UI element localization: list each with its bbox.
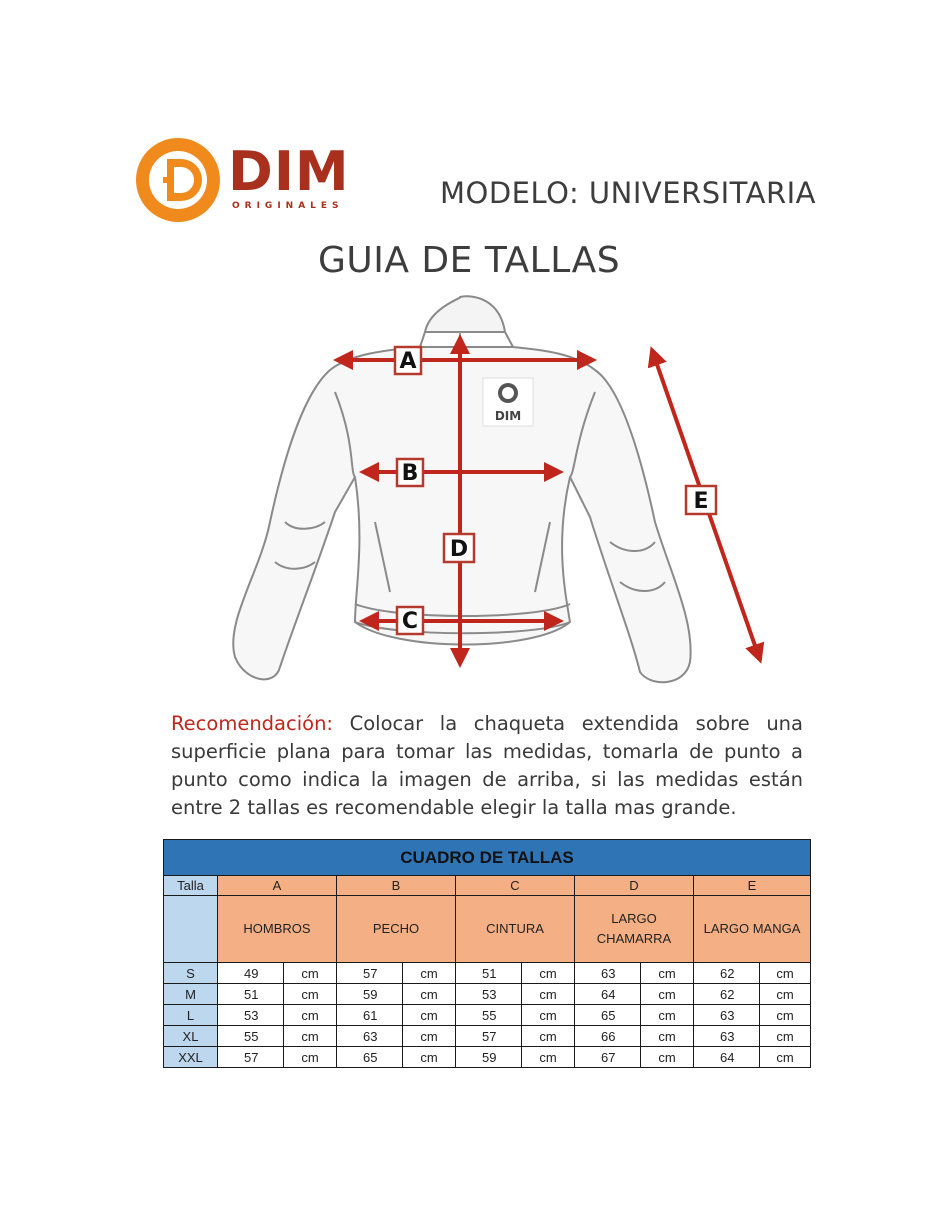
measure-value: 67 — [575, 1047, 641, 1068]
table-row — [164, 984, 811, 1005]
measure-value: 51 — [456, 963, 522, 984]
model-label: MODELO: UNIVERSITARIA — [440, 176, 817, 210]
size-label: L — [164, 1005, 218, 1026]
column-letter-row — [164, 876, 811, 896]
measure-value: 64 — [575, 984, 641, 1005]
measure-unit: cm — [641, 1026, 694, 1047]
measure-unit: cm — [641, 963, 694, 984]
table-row — [164, 963, 811, 984]
column-name: CINTURA — [456, 896, 575, 963]
measure-unit: cm — [760, 1005, 811, 1026]
table-row — [164, 1005, 811, 1026]
measure-value: 63 — [575, 963, 641, 984]
measure-unit: cm — [403, 1026, 456, 1047]
size-label: XL — [164, 1026, 218, 1047]
measure-unit: cm — [522, 1005, 575, 1026]
measure-value: 55 — [456, 1005, 522, 1026]
column-letter: B — [337, 876, 456, 896]
measure-unit: cm — [522, 963, 575, 984]
dim-logo-icon — [133, 135, 223, 225]
label-c: C — [401, 609, 419, 634]
talla-header: Talla — [164, 876, 218, 896]
size-chart-table — [163, 839, 811, 1068]
page-title: GUIA DE TALLAS — [318, 240, 621, 281]
measure-unit: cm — [522, 1047, 575, 1068]
recommendation-label: Recomendación: — [171, 712, 333, 735]
column-name: HOMBROS — [218, 896, 337, 963]
measure-value: 65 — [575, 1005, 641, 1026]
measure-unit: cm — [641, 1047, 694, 1068]
measure-value: 62 — [694, 984, 760, 1005]
measure-value: 63 — [694, 1026, 760, 1047]
measure-unit: cm — [403, 984, 456, 1005]
measure-value: 57 — [337, 963, 403, 984]
jacket-measurement-diagram — [215, 292, 775, 692]
column-name: PECHO — [337, 896, 456, 963]
measure-value: 49 — [218, 963, 284, 984]
column-letter: A — [218, 876, 337, 896]
measure-value: 55 — [218, 1026, 284, 1047]
measure-value: 64 — [694, 1047, 760, 1068]
table-title: CUADRO DE TALLAS — [164, 840, 811, 876]
column-name-row — [164, 896, 811, 963]
column-letter: C — [456, 876, 575, 896]
size-label: S — [164, 963, 218, 984]
label-a: A — [399, 349, 417, 374]
measure-unit: cm — [760, 1047, 811, 1068]
measure-value: 66 — [575, 1026, 641, 1047]
measure-unit: cm — [284, 1047, 337, 1068]
svg-text:DIM: DIM — [494, 409, 522, 423]
label-d: D — [449, 537, 469, 562]
brand-subtitle: ORIGINALES — [232, 201, 344, 211]
measure-unit: cm — [284, 963, 337, 984]
measure-unit: cm — [403, 963, 456, 984]
brand-logo — [133, 135, 363, 230]
measure-unit: cm — [760, 1026, 811, 1047]
measure-unit: cm — [522, 1026, 575, 1047]
label-e: E — [693, 489, 709, 514]
measure-value: 53 — [456, 984, 522, 1005]
blank-cell — [164, 896, 218, 963]
measure-value: 57 — [218, 1047, 284, 1068]
size-label: XXL — [164, 1047, 218, 1068]
recommendation-body: Colocar la chaqueta extendida sobre una superficie plana para tomar las medidas, tomarla de punto a punto como indica la imagen de arriba, si las medidas están entre 2 tallas es recomendable elegir la talla mas grande. — [171, 712, 803, 819]
column-letter: D — [575, 876, 694, 896]
measure-value: 59 — [337, 984, 403, 1005]
measure-unit: cm — [284, 984, 337, 1005]
column-name: LARGO CHAMARRA — [575, 896, 694, 963]
measure-unit: cm — [284, 1026, 337, 1047]
table-row — [164, 1026, 811, 1047]
brand-name: DIM — [228, 140, 350, 203]
column-name: LARGO MANGA — [694, 896, 811, 963]
measure-value: 61 — [337, 1005, 403, 1026]
measure-unit: cm — [760, 984, 811, 1005]
measure-value: 51 — [218, 984, 284, 1005]
column-letter: E — [694, 876, 811, 896]
measure-value: 62 — [694, 963, 760, 984]
measure-unit: cm — [641, 984, 694, 1005]
measure-value: 53 — [218, 1005, 284, 1026]
measure-unit: cm — [522, 984, 575, 1005]
measure-unit: cm — [760, 963, 811, 984]
size-label: M — [164, 984, 218, 1005]
measure-value: 65 — [337, 1047, 403, 1068]
measure-unit: cm — [403, 1005, 456, 1026]
measure-value: 63 — [694, 1005, 760, 1026]
label-b: B — [401, 461, 419, 486]
measure-unit: cm — [284, 1005, 337, 1026]
measure-value: 63 — [337, 1026, 403, 1047]
measure-value: 57 — [456, 1026, 522, 1047]
table-row — [164, 1047, 811, 1068]
measure-unit: cm — [641, 1005, 694, 1026]
recommendation-text — [171, 710, 803, 822]
measure-unit: cm — [403, 1047, 456, 1068]
measure-value: 59 — [456, 1047, 522, 1068]
jacket-dim-logo-icon — [483, 378, 533, 426]
